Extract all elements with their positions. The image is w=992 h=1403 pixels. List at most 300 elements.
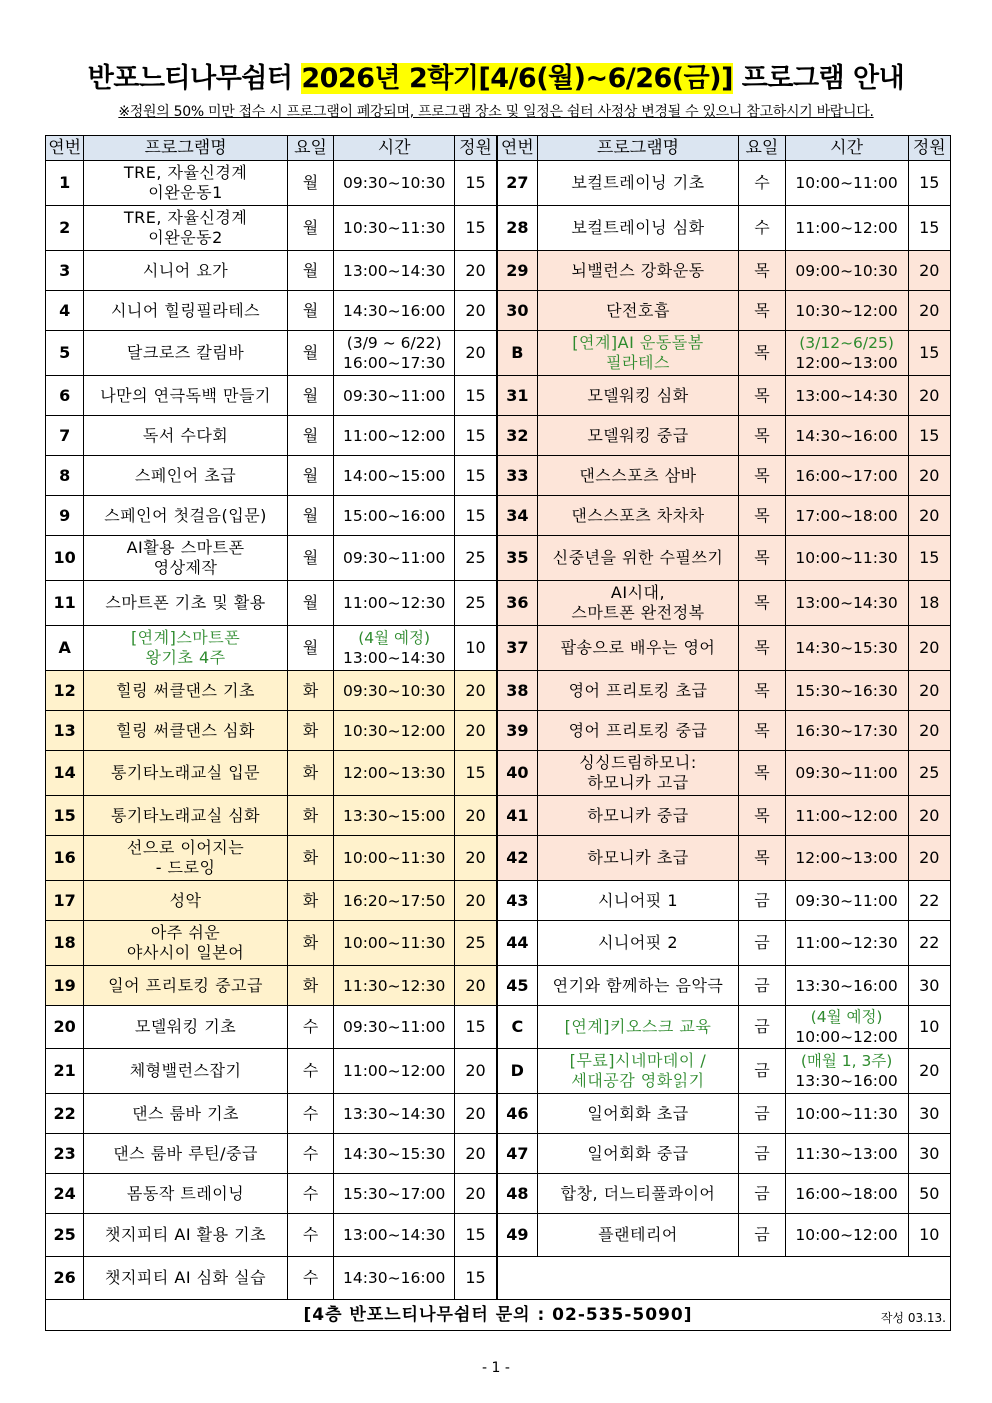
row-number: 7 [46, 416, 84, 456]
row-number: 20 [46, 1006, 84, 1049]
day-of-week: 월 [287, 206, 333, 251]
time-range: 14:30~15:30 [785, 626, 908, 671]
program-name: 영어 프리토킹 중급 [537, 711, 739, 751]
row-number: 3 [46, 251, 84, 291]
row-number: 25 [46, 1214, 84, 1257]
program-name: 댄스스포츠 차차차 [537, 496, 739, 536]
capacity: 22 [908, 921, 950, 966]
program-name: 챗지피티 AI 심화 실습 [84, 1257, 288, 1300]
time-range: 09:30~11:00 [785, 881, 908, 921]
program-name: 성악 [84, 881, 288, 921]
time-range: 09:30~10:30 [334, 671, 455, 711]
program-name: 합창, 더느티풀콰이어 [537, 1174, 739, 1214]
program-name: 영어 프리토킹 초급 [537, 671, 739, 711]
header-no: 연번 [46, 136, 84, 161]
program-name: 연기와 함께하는 음악극 [537, 966, 739, 1006]
day-of-week: 목 [739, 796, 785, 836]
day-of-week: 금 [739, 1174, 785, 1214]
title-period: 2026년 2학기[4/6(월)~6/26(금)] [301, 63, 733, 94]
table-row [46, 836, 951, 881]
row-number: 49 [497, 1214, 537, 1257]
program-name: 통기타노래교실 심화 [84, 796, 288, 836]
table-row [46, 626, 951, 671]
capacity: 20 [908, 496, 950, 536]
day-of-week: 목 [739, 671, 785, 711]
program-name: 하모니카 초급 [537, 836, 739, 881]
day-of-week: 금 [739, 1094, 785, 1134]
page-title [0, 56, 992, 95]
day-of-week: 수 [287, 1094, 333, 1134]
program-name: 일어회화 초급 [537, 1094, 739, 1134]
day-of-week: 금 [739, 1214, 785, 1257]
table-row [46, 251, 951, 291]
day-of-week: 화 [287, 751, 333, 796]
day-of-week: 금 [739, 881, 785, 921]
time-range: 09:30~10:30 [334, 161, 455, 206]
capacity: 20 [908, 1049, 950, 1094]
day-of-week: 목 [739, 251, 785, 291]
row-number: 13 [46, 711, 84, 751]
program-name: 하모니카 중급 [537, 796, 739, 836]
row-number: 37 [497, 626, 537, 671]
capacity: 25 [908, 751, 950, 796]
time-range: 17:00~18:00 [785, 496, 908, 536]
capacity: 20 [908, 836, 950, 881]
capacity: 15 [455, 206, 497, 251]
capacity: 15 [455, 376, 497, 416]
time-range [785, 1006, 908, 1049]
row-number: 33 [497, 456, 537, 496]
program-name: 보컬트레이닝 심화 [537, 206, 739, 251]
row-number: 34 [497, 496, 537, 536]
program-name: [연계]AI 운동돌봄 필라테스 [537, 331, 739, 376]
time-value: 13:30~16:00 [795, 1072, 898, 1090]
row-number: 48 [497, 1174, 537, 1214]
day-of-week: 월 [287, 331, 333, 376]
row-number: 28 [497, 206, 537, 251]
table-row [46, 751, 951, 796]
program-name: TRE, 자율신경계 이완운동2 [84, 206, 288, 251]
time-range: 11:00~12:30 [334, 581, 455, 626]
table-header-row [46, 136, 951, 161]
table-row [46, 1094, 951, 1134]
row-number: 30 [497, 291, 537, 331]
time-range: 13:00~14:30 [334, 1214, 455, 1257]
program-name: 시니어 힐링필라테스 [84, 291, 288, 331]
day-of-week: 수 [739, 206, 785, 251]
header-no: 연번 [497, 136, 537, 161]
table-row [46, 1006, 951, 1049]
program-name: 시니어핏 2 [537, 921, 739, 966]
capacity: 15 [455, 456, 497, 496]
day-of-week: 목 [739, 291, 785, 331]
table-row [46, 1134, 951, 1174]
row-number: 45 [497, 966, 537, 1006]
program-name: 일어 프리토킹 중고급 [84, 966, 288, 1006]
capacity: 18 [908, 581, 950, 626]
row-number: 26 [46, 1257, 84, 1300]
capacity: 20 [908, 456, 950, 496]
capacity: 15 [455, 496, 497, 536]
time-range: 11:00~12:00 [785, 206, 908, 251]
time-value: 12:00~13:00 [795, 354, 898, 372]
day-of-week: 수 [287, 1049, 333, 1094]
row-number: 36 [497, 581, 537, 626]
time-range: 11:00~12:30 [785, 921, 908, 966]
program-name: AI활용 스마트폰 영상제작 [84, 536, 288, 581]
header-program: 프로그램명 [84, 136, 288, 161]
table-row [46, 1214, 951, 1257]
header-day: 요일 [739, 136, 785, 161]
capacity: 20 [455, 966, 497, 1006]
time-range: 11:30~12:30 [334, 966, 455, 1006]
row-number: 1 [46, 161, 84, 206]
capacity: 15 [455, 1006, 497, 1049]
day-of-week: 금 [739, 921, 785, 966]
day-of-week: 목 [739, 331, 785, 376]
time-range: 10:00~11:30 [785, 1094, 908, 1134]
time-range: 10:00~11:30 [785, 536, 908, 581]
time-value: 13:00~14:30 [342, 649, 446, 667]
program-name: 나만의 연극독백 만들기 [84, 376, 288, 416]
day-of-week: 화 [287, 671, 333, 711]
program-name: 모델워킹 중급 [537, 416, 739, 456]
time-range: 13:30~15:00 [334, 796, 455, 836]
day-of-week: 목 [739, 711, 785, 751]
program-name: 독서 수다회 [84, 416, 288, 456]
program-name: 팝송으로 배우는 영어 [537, 626, 739, 671]
time-range: 09:30~11:00 [334, 376, 455, 416]
table-row [46, 291, 951, 331]
day-of-week: 월 [287, 456, 333, 496]
time-range [785, 1049, 908, 1094]
day-of-week: 수 [287, 1174, 333, 1214]
row-number: 2 [46, 206, 84, 251]
time-range: 10:00~11:00 [785, 161, 908, 206]
row-number: 32 [497, 416, 537, 456]
row-number: 35 [497, 536, 537, 581]
time-range: 13:00~14:30 [334, 251, 455, 291]
capacity: 30 [908, 966, 950, 1006]
program-name: 체형밸런스잡기 [84, 1049, 288, 1094]
day-of-week: 금 [739, 1134, 785, 1174]
row-number: 40 [497, 751, 537, 796]
row-number: 10 [46, 536, 84, 581]
table-row [46, 796, 951, 836]
footer-cell [46, 1300, 951, 1331]
row-number: 41 [497, 796, 537, 836]
time-note: (4월 예정) [810, 1008, 883, 1026]
program-name: 뇌밸런스 강화운동 [537, 251, 739, 291]
capacity: 25 [455, 581, 497, 626]
capacity: 20 [455, 291, 497, 331]
day-of-week: 목 [739, 416, 785, 456]
day-of-week: 금 [739, 966, 785, 1006]
day-of-week: 목 [739, 751, 785, 796]
table-row [46, 206, 951, 251]
day-of-week: 목 [739, 536, 785, 581]
day-of-week: 수 [287, 1214, 333, 1257]
capacity: 20 [908, 376, 950, 416]
time-range [334, 626, 455, 671]
row-number: 18 [46, 921, 84, 966]
written-date: 작성 03.13. [880, 1311, 946, 1325]
table-row [46, 536, 951, 581]
table-row [46, 921, 951, 966]
capacity: 20 [455, 1174, 497, 1214]
title-prefix: 반포느티나무쉼터 [87, 63, 302, 94]
time-range: 10:30~12:00 [785, 291, 908, 331]
capacity: 15 [908, 331, 950, 376]
day-of-week: 목 [739, 626, 785, 671]
time-range: 15:30~17:00 [334, 1174, 455, 1214]
row-number: B [497, 331, 537, 376]
day-of-week: 수 [287, 1257, 333, 1300]
capacity: 20 [455, 881, 497, 921]
time-range: 09:30~11:00 [334, 1006, 455, 1049]
capacity: 20 [908, 711, 950, 751]
capacity: 10 [908, 1006, 950, 1049]
row-number: C [497, 1006, 537, 1049]
day-of-week: 화 [287, 966, 333, 1006]
program-name: 댄스 룸바 기초 [84, 1094, 288, 1134]
page-number: - 1 - [482, 1360, 510, 1376]
day-of-week: 화 [287, 711, 333, 751]
capacity: 20 [908, 291, 950, 331]
time-range: 13:00~14:30 [785, 581, 908, 626]
table-row [46, 416, 951, 456]
day-of-week: 월 [287, 291, 333, 331]
row-number: 43 [497, 881, 537, 921]
program-name: 일어회화 중급 [537, 1134, 739, 1174]
row-number: A [46, 626, 84, 671]
row-number: 14 [46, 751, 84, 796]
day-of-week: 화 [287, 836, 333, 881]
time-note: (매월 1, 3주) [800, 1052, 893, 1070]
time-range: 12:00~13:00 [785, 836, 908, 881]
time-range: 13:00~14:30 [785, 376, 908, 416]
time-range: 16:00~17:00 [785, 456, 908, 496]
program-name: 스페인어 초급 [84, 456, 288, 496]
capacity: 30 [908, 1134, 950, 1174]
time-range: 14:30~16:00 [334, 291, 455, 331]
time-range: 09:30~11:00 [785, 751, 908, 796]
row-number: 29 [497, 251, 537, 291]
capacity: 15 [908, 206, 950, 251]
capacity: 15 [908, 416, 950, 456]
capacity: 15 [455, 1214, 497, 1257]
day-of-week: 금 [739, 1049, 785, 1094]
day-of-week: 수 [287, 1006, 333, 1049]
header-program: 프로그램명 [537, 136, 739, 161]
day-of-week: 월 [287, 626, 333, 671]
program-name: [연계]키오스크 교육 [537, 1006, 739, 1049]
row-number: 38 [497, 671, 537, 711]
time-range: 15:30~16:30 [785, 671, 908, 711]
row-number: 15 [46, 796, 84, 836]
time-range: 10:00~11:30 [334, 836, 455, 881]
time-value: 10:00~12:00 [795, 1028, 898, 1046]
time-range: 10:30~11:30 [334, 206, 455, 251]
day-of-week: 월 [287, 416, 333, 456]
capacity: 20 [455, 671, 497, 711]
row-number: 21 [46, 1049, 84, 1094]
capacity: 20 [908, 626, 950, 671]
day-of-week: 목 [739, 581, 785, 626]
table-row [46, 581, 951, 626]
row-number: 4 [46, 291, 84, 331]
notice-text: ※정원의 50% 미만 접수 시 프로그램이 폐강되며, 프로그램 장소 및 일정은 쉼터 사정상 변경될 수 있으니 참고하시기 바랍니다. [118, 104, 874, 120]
program-name: TRE, 자율신경계 이완운동1 [84, 161, 288, 206]
time-range: 14:30~16:00 [334, 1257, 455, 1300]
table-row [46, 1174, 951, 1214]
program-name: 선으로 이어지는 - 드로잉 [84, 836, 288, 881]
program-name: 스마트폰 기초 및 활용 [84, 581, 288, 626]
row-number: 27 [497, 161, 537, 206]
program-name: 아주 쉬운 야사시이 일본어 [84, 921, 288, 966]
time-range: 16:30~17:30 [785, 711, 908, 751]
day-of-week: 수 [287, 1134, 333, 1174]
program-name: 스페인어 첫걸음(입문) [84, 496, 288, 536]
program-name: 플랜테리어 [537, 1214, 739, 1257]
day-of-week: 목 [739, 496, 785, 536]
program-name: 보컬트레이닝 기초 [537, 161, 739, 206]
day-of-week: 목 [739, 376, 785, 416]
program-name: [무료]시네마데이 / 세대공감 영화읽기 [537, 1049, 739, 1094]
program-name: 통기타노래교실 입문 [84, 751, 288, 796]
time-range: 10:00~12:00 [785, 1214, 908, 1257]
day-of-week: 화 [287, 921, 333, 966]
table-row [46, 161, 951, 206]
row-number: 31 [497, 376, 537, 416]
program-name: 모델워킹 기초 [84, 1006, 288, 1049]
table-row [46, 496, 951, 536]
row-number: 9 [46, 496, 84, 536]
capacity: 25 [455, 921, 497, 966]
capacity: 20 [455, 1049, 497, 1094]
capacity: 22 [908, 881, 950, 921]
row-number: 44 [497, 921, 537, 966]
header-capacity: 정원 [908, 136, 950, 161]
program-name: 댄스 룸바 루틴/중급 [84, 1134, 288, 1174]
time-range: 16:20~17:50 [334, 881, 455, 921]
day-of-week: 월 [287, 251, 333, 291]
program-name: 신중년을 위한 수필쓰기 [537, 536, 739, 581]
row-number: 42 [497, 836, 537, 881]
time-note: (3/12~6/25) [799, 334, 894, 352]
row-number: 8 [46, 456, 84, 496]
row-number: 12 [46, 671, 84, 711]
row-number: 11 [46, 581, 84, 626]
capacity: 15 [455, 751, 497, 796]
table-row [46, 671, 951, 711]
time-range: 15:00~16:00 [334, 496, 455, 536]
time-range: 13:30~14:30 [334, 1094, 455, 1134]
day-of-week: 월 [287, 536, 333, 581]
time-range: 14:30~15:30 [334, 1134, 455, 1174]
time-note: (4월 예정) [358, 629, 431, 647]
row-number: 39 [497, 711, 537, 751]
time-range: 14:00~15:00 [334, 456, 455, 496]
capacity: 25 [455, 536, 497, 581]
time-range: 10:00~11:30 [334, 921, 455, 966]
time-range: 09:00~10:30 [785, 251, 908, 291]
row-number: D [497, 1049, 537, 1094]
header-time: 시간 [334, 136, 455, 161]
program-name: 몸동작 트레이닝 [84, 1174, 288, 1214]
table-row [46, 966, 951, 1006]
program-name: 힐링 써클댄스 심화 [84, 711, 288, 751]
capacity: 20 [908, 251, 950, 291]
capacity: 15 [455, 1257, 497, 1300]
capacity: 20 [455, 1134, 497, 1174]
capacity: 15 [455, 416, 497, 456]
row-number: 47 [497, 1134, 537, 1174]
program-name: 단전호흡 [537, 291, 739, 331]
day-of-week: 월 [287, 161, 333, 206]
time-range: 11:30~13:00 [785, 1134, 908, 1174]
program-name: 챗지피티 AI 활용 기초 [84, 1214, 288, 1257]
capacity: 20 [455, 836, 497, 881]
empty-cell [497, 1257, 951, 1300]
program-name: 힐링 써클댄스 기초 [84, 671, 288, 711]
time-range: 09:30~11:00 [334, 536, 455, 581]
program-name: 시니어핏 1 [537, 881, 739, 921]
program-name: 모델워킹 심화 [537, 376, 739, 416]
row-number: 5 [46, 331, 84, 376]
table-row [46, 376, 951, 416]
header-day: 요일 [287, 136, 333, 161]
day-of-week: 목 [739, 836, 785, 881]
table-row [46, 711, 951, 751]
capacity: 15 [908, 536, 950, 581]
capacity: 20 [908, 671, 950, 711]
program-name: [연계]스마트폰 왕기초 4주 [84, 626, 288, 671]
row-number: 16 [46, 836, 84, 881]
capacity: 20 [455, 331, 497, 376]
row-number: 23 [46, 1134, 84, 1174]
row-number: 6 [46, 376, 84, 416]
capacity: 20 [908, 796, 950, 836]
capacity: 15 [455, 161, 497, 206]
time-range: 13:30~16:00 [785, 966, 908, 1006]
table-row [46, 331, 951, 376]
time-range [785, 331, 908, 376]
table-row [46, 456, 951, 496]
day-of-week: 금 [739, 1006, 785, 1049]
time-range: 11:00~12:00 [334, 416, 455, 456]
day-of-week: 월 [287, 376, 333, 416]
capacity: 20 [455, 251, 497, 291]
capacity: 20 [455, 1094, 497, 1134]
capacity: 20 [455, 711, 497, 751]
day-of-week: 월 [287, 496, 333, 536]
row-number: 24 [46, 1174, 84, 1214]
table-row [46, 1257, 951, 1300]
program-name: 시니어 요가 [84, 251, 288, 291]
time-range: (3/9 ~ 6/22) 16:00~17:30 [334, 331, 455, 376]
time-range: 14:30~16:00 [785, 416, 908, 456]
time-range: 16:00~18:00 [785, 1174, 908, 1214]
time-range: 10:30~12:00 [334, 711, 455, 751]
capacity: 30 [908, 1094, 950, 1134]
day-of-week: 목 [739, 456, 785, 496]
day-of-week: 수 [739, 161, 785, 206]
time-range: 12:00~13:30 [334, 751, 455, 796]
title-suffix: 프로그램 안내 [732, 63, 905, 94]
footer-row [46, 1300, 951, 1331]
contact-info: [4층 반포느티나무쉼터 문의 : 02-535-5090] [303, 1305, 693, 1325]
